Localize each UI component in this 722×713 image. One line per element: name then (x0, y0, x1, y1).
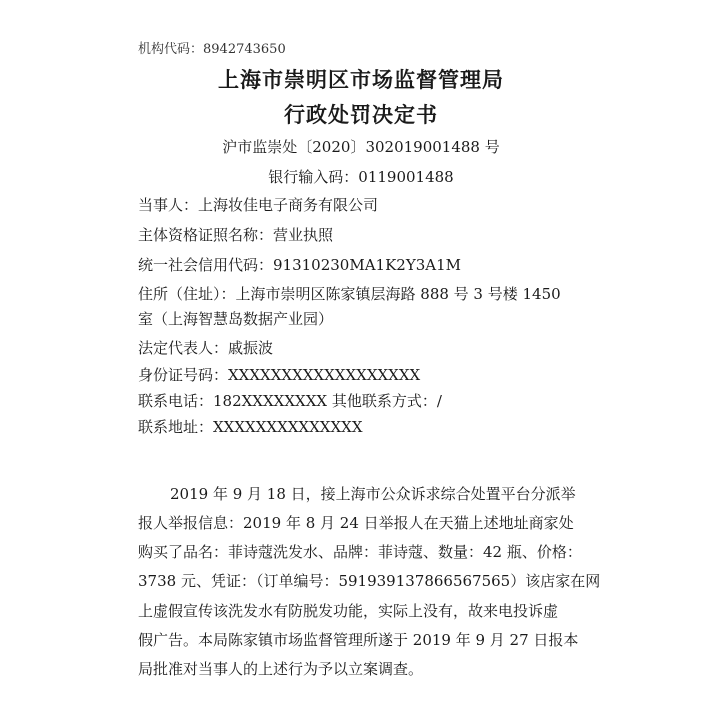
legal-rep-field: 法定代表人：戚振波 (138, 339, 274, 357)
body-paragraph-line: 局批准对当事人的上述行为予以立案调查。 (138, 660, 424, 678)
phone-field: 联系电话：182XXXXXXXX 其他联系方式：/ (138, 392, 442, 410)
document-number: 沪市监崇处〔2020〕302019001488 号 (222, 138, 500, 156)
id-number-field: 身份证号码：XXXXXXXXXXXXXXXXXX (138, 366, 421, 384)
body-paragraph-line: 报人举报信息：2019 年 8 月 24 日举报人在天猫上述地址商家处 (138, 514, 574, 532)
license-name-field: 主体资格证照名称：营业执照 (138, 226, 334, 244)
org-code: 机构代码：8942743650 (138, 42, 286, 57)
address-field-line2: 室（上海智慧岛数据产业园） (138, 310, 334, 328)
bank-input-code: 银行输入码：0119001488 (268, 168, 454, 186)
body-paragraph-line: 购买了品名：菲诗蔻洗发水、品牌：菲诗蔻、数量：42 瓶、价格： (138, 543, 582, 561)
party-field: 当事人：上海妆佳电子商务有限公司 (138, 196, 379, 214)
contact-address-field: 联系地址：XXXXXXXXXXXXXX (138, 418, 363, 436)
document-title-line1: 上海市崇明区市场监督管理局 (218, 67, 504, 92)
body-paragraph-line: 上虚假宣传该洗发水有防脱发功能，实际上没有，故来电投诉虚 (138, 602, 559, 620)
address-field-line1: 住所（住址）：上海市崇明区陈家镇层海路 888 号 3 号楼 1450 (138, 285, 561, 303)
credit-code-field: 统一社会信用代码：91310230MA1K2Y3A1M (138, 256, 462, 274)
body-paragraph-line: 3738 元、凭证：（订单编号：591939137866567565）该店家在网 (138, 572, 601, 590)
body-paragraph-line: 2019 年 9 月 18 日，接上海市公众诉求综合处置平台分派举 (170, 485, 576, 503)
document-title-line2: 行政处罚决定书 (284, 102, 438, 127)
body-paragraph-line: 假广告。本局陈家镇市场监督管理所遂于 2019 年 9 月 27 日报本 (138, 631, 579, 649)
